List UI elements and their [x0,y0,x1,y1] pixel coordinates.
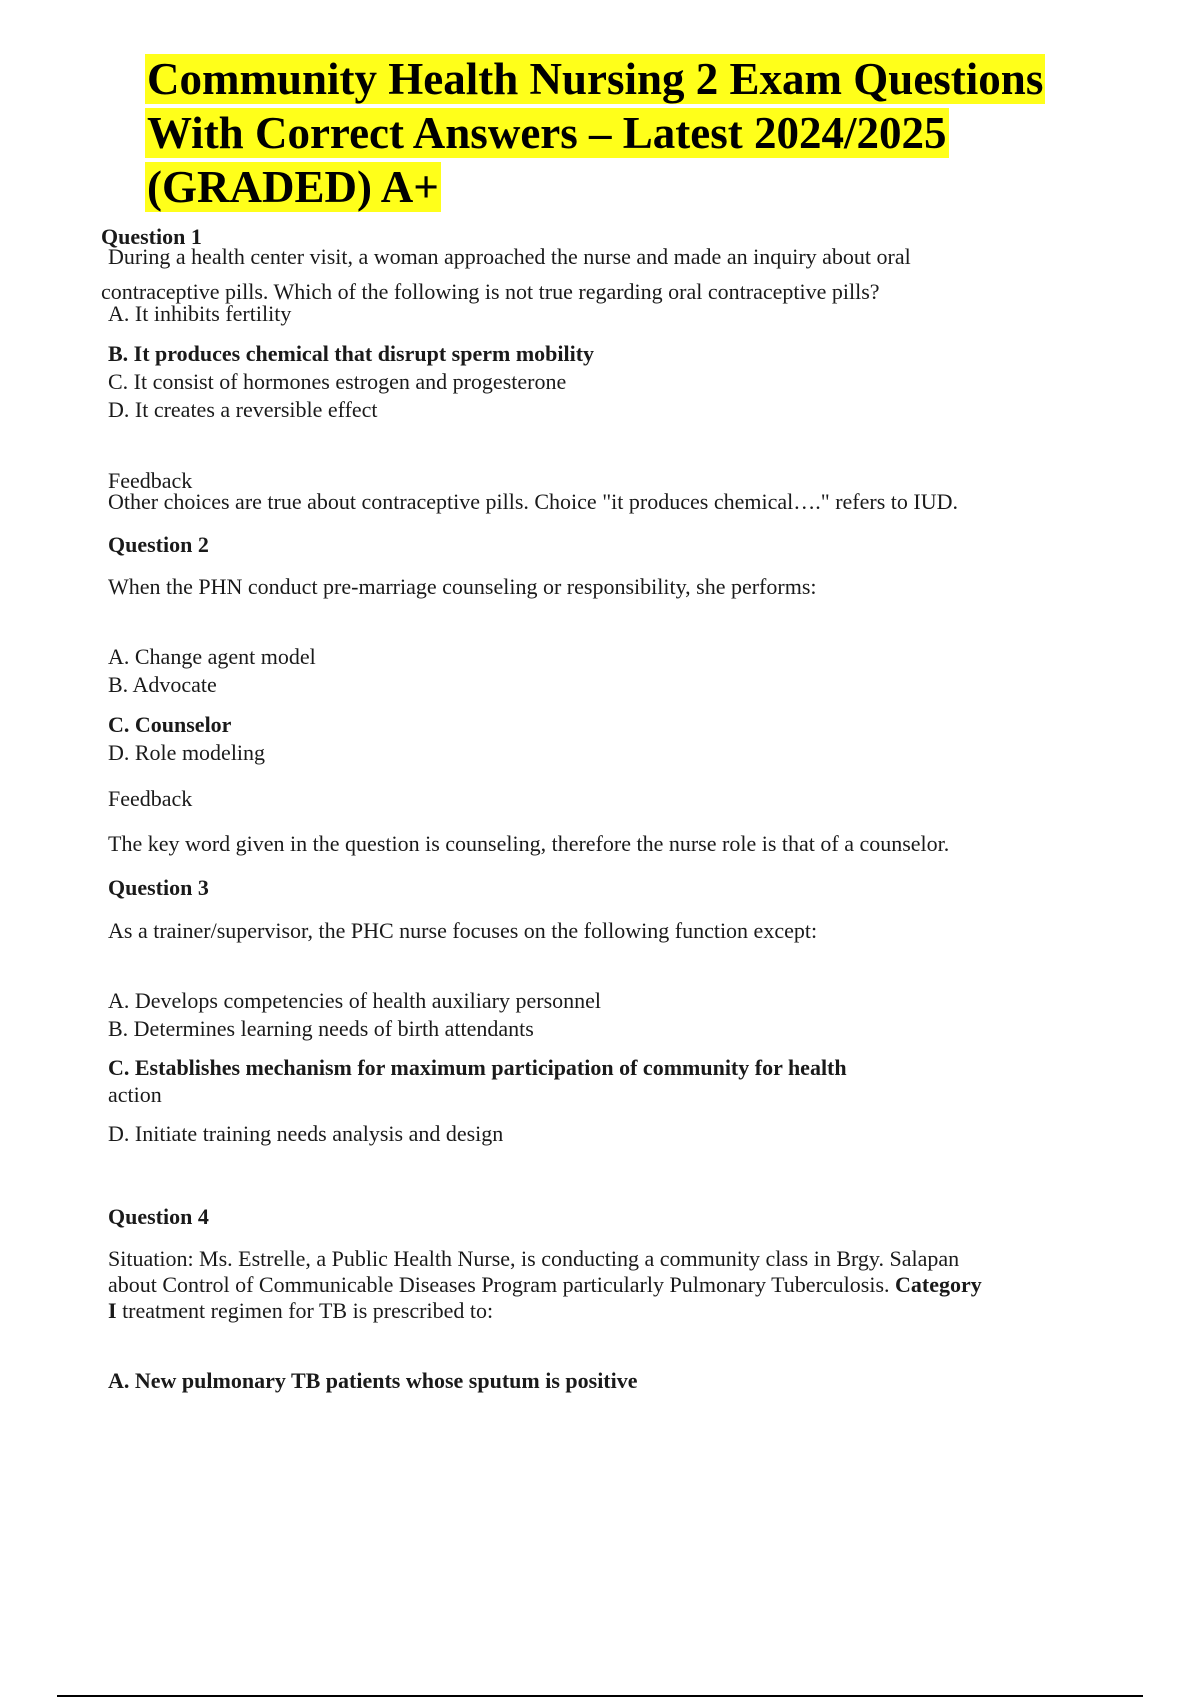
question-3-option-b: B. Determines learning needs of birth attendants [108,1016,534,1041]
question-1-stem-line1: During a health center visit, a woman approached the nurse and made an inquiry about oral [108,244,911,269]
question-2-option-a: A. Change agent model [108,644,316,669]
question-3-stem: As a trainer/supervisor, the PHC nurse focuses on the following function except: [108,918,818,943]
question-1-option-b-correct: B. It produces chemical that disrupt sperm mobility [108,341,595,366]
question-3-heading: Question 3 [108,875,209,900]
question-4-stem-line2 [108,1272,982,1298]
question-4-stem-line1: Situation: Ms. Estrelle, a Public Health Nurse, is conducting a community class in Brgy. Salapan [108,1246,960,1271]
question-1-option-d: D. It creates a reversible effect [108,397,378,422]
question-2-option-c-correct: C. Counselor [108,712,232,737]
question-4-stem-line2-text: about Control of Communicable Diseases Program particularly Pulmonary Tuberculosis. [108,1272,890,1297]
question-4-category-bold: Category [895,1272,982,1297]
question-1-option-c: C. It consist of hormones estrogen and progesterone [108,369,567,394]
question-4-heading: Question 4 [108,1204,209,1229]
question-2-option-d: D. Role modeling [108,740,266,765]
question-4-stem-line3-text: treatment regimen for TB is prescribed to: [122,1298,494,1323]
question-3-option-c-continuation: action [108,1082,162,1107]
question-2-feedback-label: Feedback [108,786,193,811]
document-title: Community Health Nursing 2 Exam Questions With Correct Answers – Latest 2024/2025 (GRADED) A+ [147,54,1044,212]
question-2-stem: When the PHN conduct pre-marriage counseling or responsibility, she performs: [108,574,817,599]
footer-rule [57,1695,1143,1697]
question-4-option-a-correct: A. New pulmonary TB patients whose sputum is positive [108,1368,638,1393]
question-1-heading: Question 1 [101,224,202,249]
question-1-feedback-text: Other choices are true about contraceptive pills. Choice "it produces chemical…." refers to IUD. [108,489,958,514]
question-4-stem-line3 [108,1298,493,1324]
question-2-heading: Question 2 [108,532,209,557]
question-3-option-a: A. Develops competencies of health auxiliary personnel [108,988,602,1013]
question-1-option-a: A. It inhibits fertility [108,301,292,326]
question-1-stem-line2: contraceptive pills. Which of the following is not true regarding oral contraceptive pills? [101,279,880,304]
question-1-feedback-label: Feedback [108,468,193,493]
question-3-option-c-correct: C. Establishes mechanism for maximum participation of community for health [108,1055,847,1080]
question-2-feedback-text: The key word given in the question is counseling, therefore the nurse role is that of a counselor. [108,831,950,856]
question-2-option-b: B. Advocate [108,672,217,697]
question-3-option-d: D. Initiate training needs analysis and design [108,1121,504,1146]
question-4-category-numeral: I [108,1298,117,1323]
